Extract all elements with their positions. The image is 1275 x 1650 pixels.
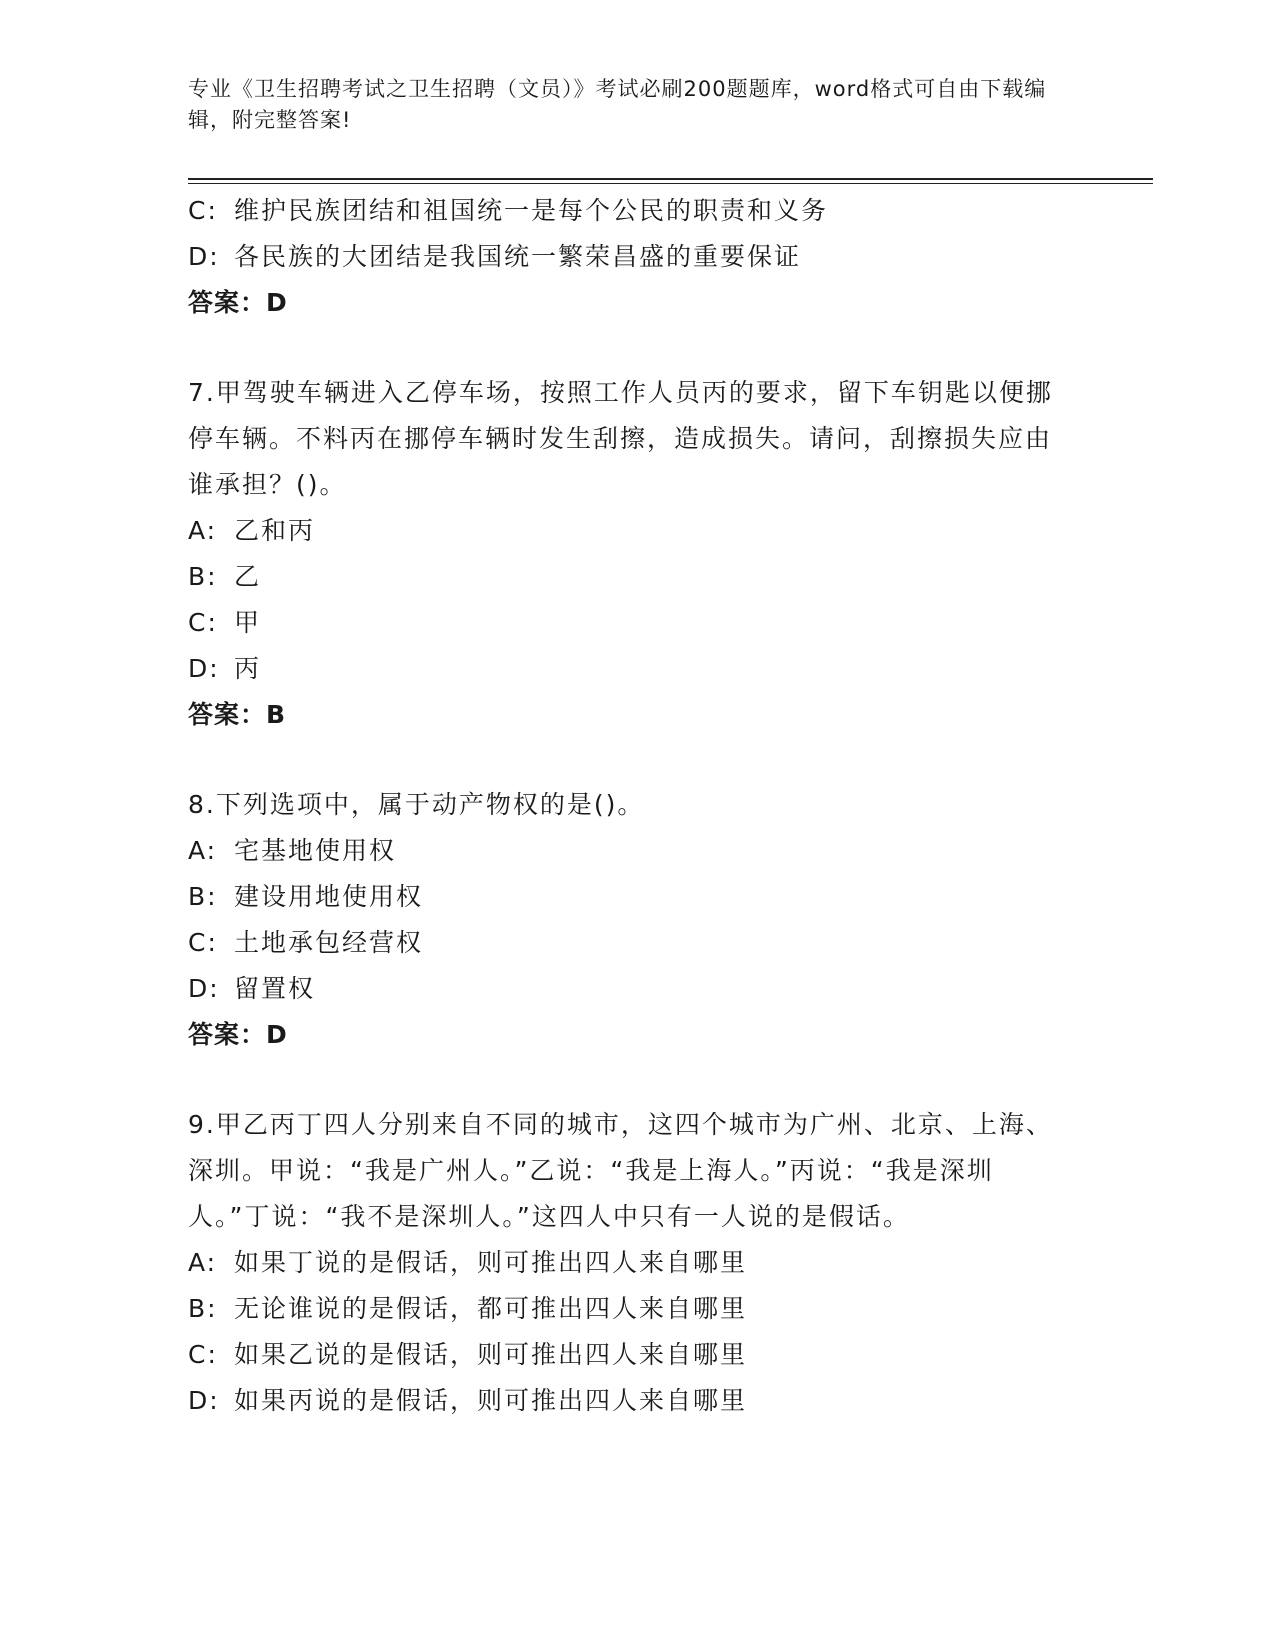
option-letter: C: <box>188 608 218 637</box>
option-a <box>188 508 1068 554</box>
option-a <box>188 1240 1068 1286</box>
option-letter: B: <box>188 562 218 591</box>
option-text: 乙 <box>234 562 262 591</box>
option-text: 留置权 <box>234 974 316 1003</box>
page-header: 专业《卫生招聘考试之卫生招聘（文员）》考试必刷200题题库，word格式可自由下载编辑，附完整答案! <box>188 77 1047 132</box>
option-letter: D: <box>188 974 220 1003</box>
option-letter: C: <box>188 928 218 957</box>
option-letter: A: <box>188 516 218 545</box>
answer: 答案：D <box>188 288 288 317</box>
option-text: 土地承包经营权 <box>234 928 424 957</box>
option-letter: C: <box>188 1340 218 1369</box>
option-d <box>188 234 1068 280</box>
option-b <box>188 874 1068 920</box>
option-letter: B: <box>188 882 218 911</box>
option-text: 甲 <box>234 608 262 637</box>
option-c <box>188 600 1068 646</box>
option-letter: D: <box>188 242 220 271</box>
option-text: 宅基地使用权 <box>234 836 397 865</box>
option-text: 各民族的大团结是我国统一繁荣昌盛的重要保证 <box>234 242 802 271</box>
option-d <box>188 966 1068 1012</box>
option-b <box>188 1286 1068 1332</box>
option-text: 无论谁说的是假话，都可推出四人来自哪里 <box>234 1294 748 1323</box>
question-stem: 7.甲驾驶车辆进入乙停车场，按照工作人员丙的要求，留下车钥匙以便挪停车辆。不料丙在挪停车辆时发生刮擦，造成损失。请问，刮擦损失应由谁承担？()。 <box>188 378 1053 499</box>
option-a <box>188 828 1068 874</box>
option-c <box>188 188 1068 234</box>
option-letter: D: <box>188 1386 220 1415</box>
option-letter: A: <box>188 1248 218 1277</box>
question-9 <box>188 1102 1068 1424</box>
question-stem: 8.下列选项中，属于动产物权的是()。 <box>188 790 645 819</box>
option-text: 如果丙说的是假话，则可推出四人来自哪里 <box>234 1386 748 1415</box>
option-letter: A: <box>188 836 218 865</box>
question-stem: 9.甲乙丙丁四人分别来自不同的城市，这四个城市为广州、北京、上海、深圳。甲说：“我是广州人。”乙说：“我是上海人。”丙说：“我是深圳人。”丁说：“我不是深圳人。”这四人中只有一人说的是假话。 <box>188 1110 1053 1231</box>
option-d <box>188 1378 1068 1424</box>
option-text: 乙和丙 <box>234 516 316 545</box>
option-letter: D: <box>188 654 220 683</box>
option-letter: B: <box>188 1294 218 1323</box>
option-text: 如果丁说的是假话，则可推出四人来自哪里 <box>234 1248 748 1277</box>
header-divider <box>188 178 1153 184</box>
question-7 <box>188 370 1068 738</box>
option-letter: C: <box>188 196 218 225</box>
option-text: 维护民族团结和祖国统一是每个公民的职责和义务 <box>234 196 829 225</box>
option-text: 丙 <box>234 654 262 683</box>
question-content <box>188 188 1068 1424</box>
prev-question <box>188 188 1068 326</box>
option-c <box>188 920 1068 966</box>
option-text: 如果乙说的是假话，则可推出四人来自哪里 <box>234 1340 748 1369</box>
answer: 答案：B <box>188 700 287 729</box>
option-text: 建设用地使用权 <box>234 882 424 911</box>
question-8 <box>188 782 1068 1058</box>
option-b <box>188 554 1068 600</box>
option-d <box>188 646 1068 692</box>
option-c <box>188 1332 1068 1378</box>
answer: 答案：D <box>188 1020 288 1049</box>
